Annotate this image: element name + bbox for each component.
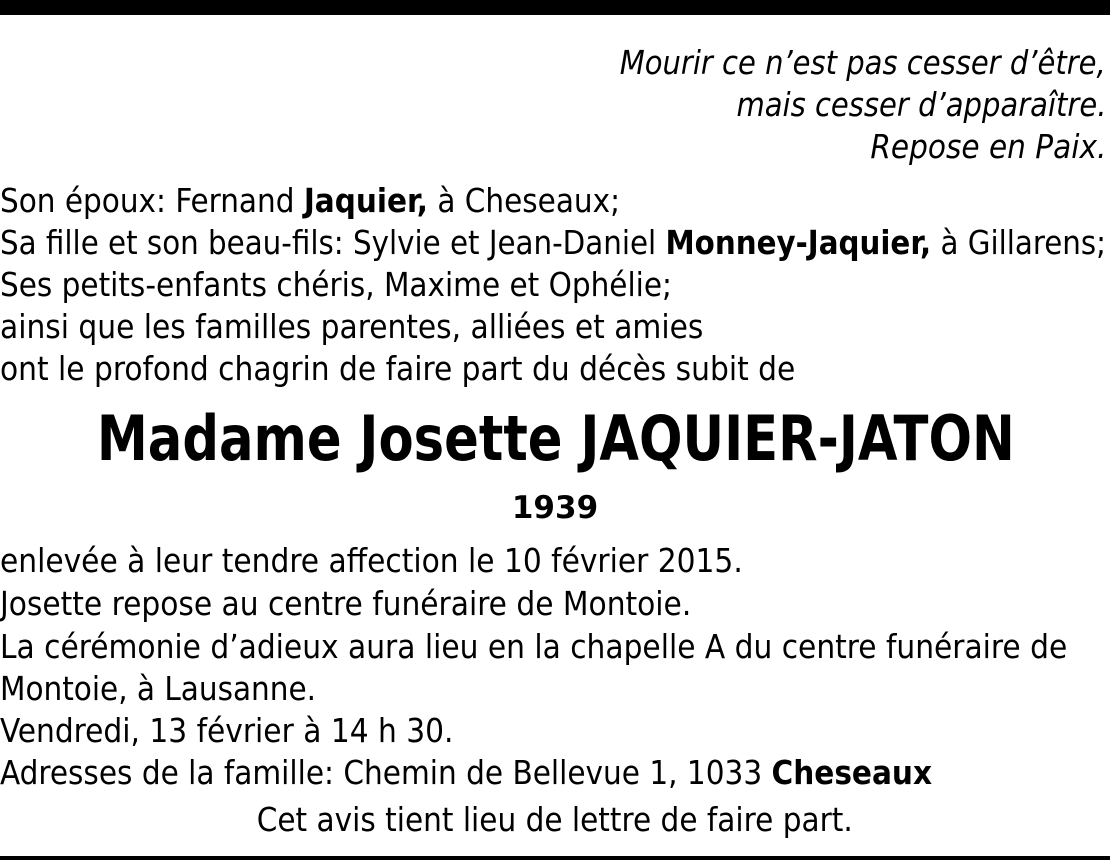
deceased-year-text: 1939 xyxy=(511,490,599,526)
details-address-text xyxy=(0,751,932,794)
closing-note-text: Cet avis tient lieu de lettre de faire part. xyxy=(257,800,853,839)
family-announcement-line xyxy=(0,347,795,390)
epigraph-line-1 xyxy=(553,42,1106,84)
details-address-line xyxy=(0,751,936,794)
details-text-5: Vendredi, 13 février à 14 h 30. xyxy=(0,711,454,750)
details-line-4 xyxy=(0,667,318,710)
bottom-border-rule xyxy=(0,856,1110,860)
daughter-prefix: Sa fille et son beau-fils: Sylvie et Jean-Daniel xyxy=(0,223,666,262)
epigraph-line-3 xyxy=(843,126,1106,168)
details-text-3: La cérémonie d’adieux aura lieu en la chapelle A du centre funéraire de xyxy=(0,627,1068,666)
deceased-name xyxy=(0,402,1110,476)
details-text-2: Josette repose au centre funéraire de Montoie. xyxy=(0,584,692,623)
family-spouse-text xyxy=(0,179,620,222)
details-text-4: Montoie, à Lausanne. xyxy=(0,669,316,708)
epigraph-text-2: mais cesser d’apparaître. xyxy=(736,85,1106,124)
family-grandchildren-text: Ses petits-enfants chéris, Maxime et Ophélie; xyxy=(0,265,672,304)
details-text-1: enlevée à leur tendre affection le 10 février 2015. xyxy=(0,541,743,580)
details-line-5 xyxy=(0,709,453,752)
epigraph-text-1: Mourir ce n’est pas cesser d’être, xyxy=(619,43,1106,82)
details-line-2 xyxy=(0,582,691,625)
deceased-year xyxy=(0,488,1110,528)
details-line-1 xyxy=(0,539,743,582)
epigraph-line-2 xyxy=(686,84,1106,126)
family-spouse-line xyxy=(0,179,624,222)
family-announcement-text: ont le profond chagrin de faire part du décès subit de xyxy=(0,349,796,388)
spouse-suffix: à Cheseaux; xyxy=(427,181,621,220)
family-daughter-line xyxy=(0,221,1110,264)
spouse-surname: Jaquier, xyxy=(303,181,428,220)
family-daughter-text xyxy=(0,221,1106,264)
deceased-name-text: Madame Josette JAQUIER-JATON xyxy=(96,402,1015,475)
daughter-suffix: à Gillarens; xyxy=(931,223,1107,262)
details-line-3 xyxy=(0,625,1067,668)
daughter-surname: Monney-Jaquier, xyxy=(665,223,932,262)
address-prefix: Adresses de la famille: Chemin de Bellevue 1, 1033 xyxy=(0,753,772,792)
epigraph-text-3: Repose en Paix. xyxy=(869,127,1106,166)
closing-note xyxy=(0,798,1110,841)
address-town: Cheseaux xyxy=(771,753,933,792)
family-relatives-line xyxy=(0,305,703,348)
family-grandchildren-line xyxy=(0,263,676,306)
family-relatives-text: ainsi que les familles parentes, alliées et amies xyxy=(0,307,704,346)
spouse-prefix: Son époux: Fernand xyxy=(0,181,304,220)
